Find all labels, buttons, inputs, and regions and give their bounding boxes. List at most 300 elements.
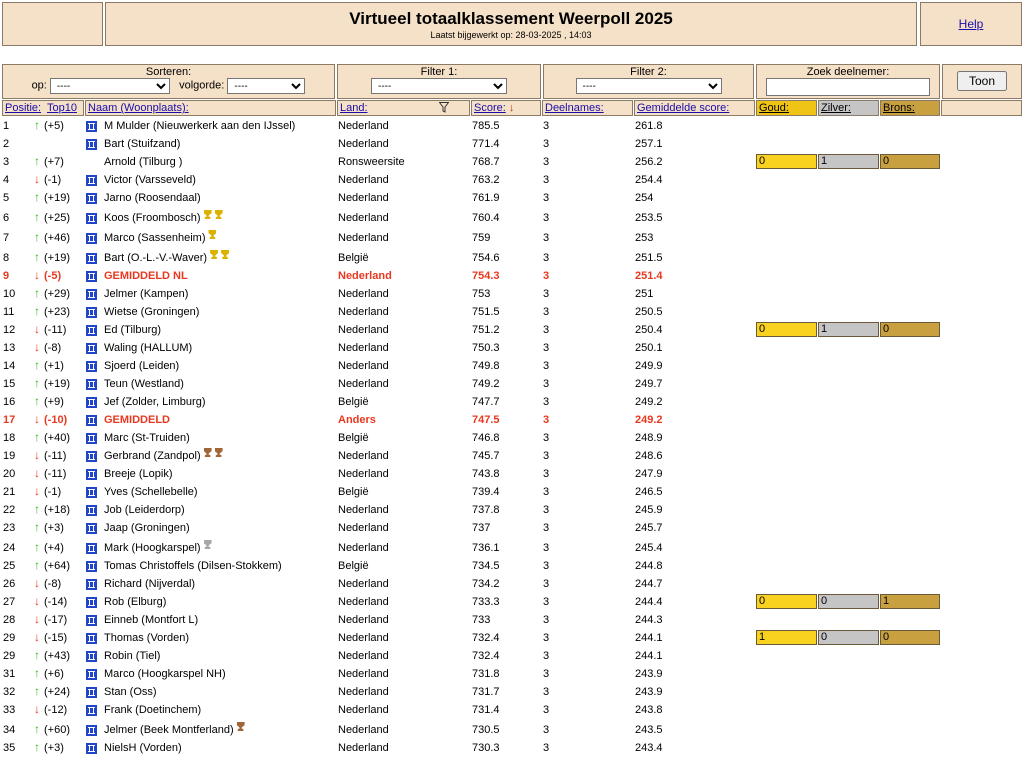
participant-name-text: Jef (Zolder, Limburg)	[104, 396, 206, 408]
score-cell: 759	[472, 232, 491, 244]
table-row	[0, 593, 1024, 611]
average-score-cell: 256.2	[635, 156, 663, 168]
average-score-cell: 244.1	[635, 650, 663, 662]
bronze-trophy-icon	[215, 448, 223, 457]
show-panel	[942, 64, 1022, 99]
average-score-cell: 244.1	[635, 632, 663, 644]
participant-name	[104, 174, 196, 186]
rank-down-icon: ↓	[34, 484, 40, 498]
average-score-cell: 253	[635, 232, 654, 244]
table-row	[0, 647, 1024, 665]
profile-icon[interactable]	[86, 469, 97, 480]
col-zilver-header[interactable]: Zilver:	[818, 100, 879, 116]
participant-name	[104, 742, 182, 754]
participations-cell: 3	[543, 724, 550, 736]
table-row	[0, 739, 1024, 757]
score-cell: 754.6	[472, 252, 500, 264]
sort-deelnames-link[interactable]: Deelnames:	[545, 102, 604, 114]
participations-cell: 3	[543, 614, 550, 626]
average-score-cell: 250.5	[635, 306, 663, 318]
country-cell: Nederland	[338, 120, 389, 132]
country-cell: België	[338, 396, 369, 408]
position-cell: 1	[3, 120, 10, 132]
participant-name	[104, 704, 201, 716]
participant-name-text: Jarno (Roosendaal)	[104, 192, 201, 204]
country-cell: Nederland	[338, 232, 389, 244]
participations-cell: 3	[543, 632, 550, 644]
position-cell: 33	[3, 704, 16, 716]
rank-up-icon: ↑	[34, 286, 40, 300]
rank-change: (+1)	[44, 360, 64, 372]
rank-change: (+19)	[44, 378, 70, 390]
participant-name-text: Einneb (Montfort L)	[104, 614, 199, 626]
profile-icon[interactable]	[86, 271, 97, 282]
filter-icon[interactable]	[439, 102, 449, 116]
profile-icon[interactable]	[86, 615, 97, 626]
participant-name-text: Thomas (Vorden)	[104, 632, 189, 644]
score-cell: 736.1	[472, 542, 500, 554]
score-cell: 730.5	[472, 724, 500, 736]
score-cell: 763.2	[472, 174, 500, 186]
score-cell: 749.8	[472, 360, 500, 372]
score-cell: 731.7	[472, 686, 500, 698]
profile-icon[interactable]	[86, 213, 97, 224]
gold-trophy-icon	[210, 250, 218, 259]
country-cell: Nederland	[338, 614, 389, 626]
participations-cell: 3	[543, 174, 550, 186]
participant-name	[104, 468, 172, 480]
table-row	[0, 303, 1024, 321]
profile-icon[interactable]	[86, 505, 97, 516]
participations-cell: 3	[543, 542, 550, 554]
score-cell: 739.4	[472, 486, 500, 498]
rank-change: (+7)	[44, 156, 64, 168]
participant-name-text: Job (Leiderdorp)	[104, 504, 185, 516]
average-score-cell: 249.9	[635, 360, 663, 372]
country-cell: Nederland	[338, 704, 389, 716]
average-score-cell: 249.2	[635, 414, 663, 426]
participant-name	[104, 632, 189, 644]
participations-cell: 3	[543, 504, 550, 516]
score-cell: 734.5	[472, 560, 500, 572]
table-row	[0, 575, 1024, 593]
table-row	[0, 411, 1024, 429]
participant-name	[104, 578, 195, 590]
participations-cell: 3	[543, 450, 550, 462]
rank-up-icon: ↑	[34, 740, 40, 754]
col-score-header	[471, 100, 541, 116]
average-score-cell: 244.3	[635, 614, 663, 626]
sort-score-link[interactable]: Score:	[474, 102, 506, 114]
table-row	[0, 701, 1024, 719]
rank-change: (+24)	[44, 686, 70, 698]
position-cell: 26	[3, 578, 16, 590]
table-row	[0, 171, 1024, 189]
col-goud-header[interactable]: Goud:	[756, 100, 817, 116]
average-score-cell: 243.5	[635, 724, 663, 736]
participant-name	[104, 560, 282, 572]
participations-cell: 3	[543, 578, 550, 590]
participant-name	[104, 650, 160, 662]
participant-name	[104, 686, 157, 698]
profile-icon[interactable]	[86, 325, 97, 336]
table-row	[0, 611, 1024, 629]
country-cell: België	[338, 432, 369, 444]
table-row	[0, 683, 1024, 701]
participations-cell: 3	[543, 324, 550, 336]
col-gemiddelde-header	[634, 100, 755, 116]
table-row	[0, 519, 1024, 537]
profile-icon[interactable]	[86, 487, 97, 498]
score-cell: 750.3	[472, 342, 500, 354]
header-left-cell	[2, 2, 103, 46]
participant-name	[104, 138, 180, 150]
rank-down-icon: ↓	[34, 576, 40, 590]
position-cell: 4	[3, 174, 10, 186]
page-title: Virtueel totaalklassement Weerpoll 2025	[349, 9, 673, 28]
country-cell: Nederland	[338, 686, 389, 698]
participant-name-text: Bart (O.-L.-V.-Waver)	[104, 252, 208, 264]
country-cell: Anders	[338, 414, 376, 426]
col-deelnames-header	[542, 100, 633, 116]
bronze-medal-count: 0	[880, 630, 940, 645]
profile-icon[interactable]	[86, 139, 97, 150]
sort-order-select[interactable]	[227, 78, 305, 94]
position-cell: 22	[3, 504, 16, 516]
average-score-cell: 243.8	[635, 704, 663, 716]
participant-name-text: Rob (Elburg)	[104, 596, 167, 608]
rank-down-icon: ↓	[34, 412, 40, 426]
table-row	[0, 285, 1024, 303]
participant-name	[104, 360, 179, 372]
silver-trophy-icon	[204, 540, 212, 549]
col-empty-header	[941, 100, 1022, 116]
participations-cell: 3	[543, 522, 550, 534]
country-cell: Nederland	[338, 378, 389, 390]
table-row	[0, 339, 1024, 357]
search-input[interactable]	[766, 78, 930, 96]
profile-icon[interactable]	[86, 705, 97, 716]
header-title-cell	[105, 2, 917, 46]
rank-change: (+19)	[44, 192, 70, 204]
participant-name-text: Breeje (Lopik)	[104, 468, 173, 480]
rank-change: (+6)	[44, 668, 64, 680]
profile-icon[interactable]	[86, 343, 97, 354]
position-cell: 12	[3, 324, 16, 336]
filter2-select[interactable]	[576, 78, 722, 94]
position-cell: 5	[3, 192, 10, 204]
participant-name	[104, 232, 216, 244]
average-score-cell: 244.4	[635, 596, 663, 608]
participations-cell: 3	[543, 414, 550, 426]
bronze-medal-count: 0	[880, 322, 940, 337]
show-button[interactable]: Toon	[957, 71, 1007, 91]
table-row	[0, 393, 1024, 411]
country-cell: Nederland	[338, 668, 389, 680]
search-panel	[756, 64, 940, 99]
participant-name-text: Ed (Tilburg)	[104, 324, 162, 336]
gold-medal-count: 0	[756, 322, 817, 337]
table-row	[0, 227, 1024, 247]
participant-name-text: Teun (Westland)	[104, 378, 184, 390]
rank-down-icon: ↓	[34, 322, 40, 336]
score-cell: 751.5	[472, 306, 500, 318]
rank-change: (-8)	[44, 578, 62, 590]
sort-naam-link[interactable]: Naam (Woonplaats):	[88, 102, 189, 114]
rank-change: (-17)	[44, 614, 68, 626]
participations-cell: 3	[543, 156, 550, 168]
profile-icon[interactable]	[86, 633, 97, 644]
rank-down-icon: ↓	[34, 268, 40, 282]
participations-cell: 3	[543, 252, 550, 264]
participant-name	[104, 450, 223, 462]
sort-positie-link[interactable]: Positie:	[5, 102, 42, 114]
participant-name-text: M Mulder (Nieuwerkerk aan den IJssel)	[104, 120, 296, 132]
profile-icon[interactable]	[86, 669, 97, 680]
score-cell: 731.4	[472, 704, 500, 716]
bronze-trophy-icon	[204, 448, 212, 457]
profile-icon[interactable]	[86, 687, 97, 698]
rank-change: (+64)	[44, 560, 70, 572]
rank-up-icon: ↑	[34, 118, 40, 132]
sort-field-select[interactable]	[50, 78, 170, 94]
profile-icon[interactable]	[86, 121, 97, 132]
rank-up-icon: ↑	[34, 304, 40, 318]
rank-up-icon: ↑	[34, 210, 40, 224]
position-cell: 13	[3, 342, 16, 354]
profile-icon[interactable]	[86, 233, 97, 244]
rank-change: (+18)	[44, 504, 70, 516]
silver-medal-count: 1	[818, 322, 879, 337]
position-cell: 27	[3, 596, 16, 608]
profile-icon[interactable]	[86, 561, 97, 572]
rank-change: (-11)	[44, 324, 67, 336]
participations-cell: 3	[543, 138, 550, 150]
table-row	[0, 665, 1024, 683]
score-cell: 733.3	[472, 596, 500, 608]
rank-change: (-8)	[44, 342, 62, 354]
profile-icon[interactable]	[86, 543, 97, 554]
profile-icon[interactable]	[86, 725, 97, 736]
profile-icon[interactable]	[86, 361, 97, 372]
profile-icon[interactable]	[86, 379, 97, 390]
position-cell: 2	[3, 138, 10, 150]
score-cell: 730.3	[472, 742, 500, 754]
participant-name-text: Sjoerd (Leiden)	[104, 360, 180, 372]
table-row	[0, 247, 1024, 267]
position-cell: 28	[3, 614, 16, 626]
score-cell: 760.4	[472, 212, 500, 224]
participant-name	[104, 414, 170, 426]
score-cell: 732.4	[472, 650, 500, 662]
score-cell: 737	[472, 522, 491, 534]
average-score-cell: 248.6	[635, 450, 663, 462]
position-cell: 6	[3, 212, 10, 224]
average-score-cell: 248.9	[635, 432, 663, 444]
profile-icon[interactable]	[86, 523, 97, 534]
profile-icon[interactable]	[86, 175, 97, 186]
sort-land-link[interactable]: Land:	[340, 102, 368, 114]
participant-name-text: Marco (Sassenheim)	[104, 232, 206, 244]
participant-name-text: Marco (Hoogkarspel NH)	[104, 668, 226, 680]
average-score-cell: 244.8	[635, 560, 663, 572]
position-cell: 10	[3, 288, 16, 300]
position-cell: 16	[3, 396, 16, 408]
order-label: volgorde:	[179, 79, 225, 92]
rank-up-icon: ↑	[34, 684, 40, 698]
score-cell: 743.8	[472, 468, 500, 480]
participations-cell: 3	[543, 704, 550, 716]
profile-icon[interactable]	[86, 193, 97, 204]
table-row	[0, 321, 1024, 339]
filter2-caption: Filter 2:	[630, 66, 667, 78]
score-cell: 785.5	[472, 120, 500, 132]
gold-medal-count: 0	[756, 594, 817, 609]
table-row	[0, 501, 1024, 519]
rank-up-icon: ↑	[34, 648, 40, 662]
position-cell: 3	[3, 156, 10, 168]
rank-up-icon: ↑	[34, 230, 40, 244]
profile-icon[interactable]	[86, 651, 97, 662]
help-link[interactable]: Help	[958, 17, 984, 31]
filter1-panel	[337, 64, 541, 99]
gold-medal-count: 1	[756, 630, 817, 645]
table-row	[0, 447, 1024, 465]
participant-name-text: Frank (Doetinchem)	[104, 704, 202, 716]
average-score-cell: 250.4	[635, 324, 663, 336]
profile-icon[interactable]	[86, 433, 97, 444]
participations-cell: 3	[543, 650, 550, 662]
country-cell: Nederland	[338, 596, 389, 608]
table-row	[0, 465, 1024, 483]
participant-name	[104, 120, 295, 132]
profile-icon[interactable]	[86, 289, 97, 300]
participations-cell: 3	[543, 360, 550, 372]
rank-down-icon: ↓	[34, 612, 40, 626]
profile-icon[interactable]	[86, 307, 97, 318]
rank-down-icon: ↓	[34, 630, 40, 644]
score-cell: 737.8	[472, 504, 500, 516]
rank-change: (+3)	[44, 742, 64, 754]
profile-icon[interactable]	[86, 579, 97, 590]
table-row	[0, 207, 1024, 227]
rank-up-icon: ↑	[34, 394, 40, 408]
average-score-cell: 251	[635, 288, 654, 300]
participant-name	[104, 668, 226, 680]
participant-name	[104, 614, 198, 626]
participant-name-text: GEMIDDELD NL	[104, 270, 188, 282]
average-score-cell: 243.9	[635, 686, 663, 698]
table-row	[0, 375, 1024, 393]
position-cell: 18	[3, 432, 16, 444]
rank-change: (-1)	[44, 486, 62, 498]
rank-up-icon: ↑	[34, 250, 40, 264]
score-cell: 754.3	[472, 270, 500, 282]
participations-cell: 3	[543, 270, 550, 282]
participant-name	[104, 724, 245, 736]
rank-change: (-15)	[44, 632, 68, 644]
position-cell: 24	[3, 542, 16, 554]
country-cell: Nederland	[338, 522, 389, 534]
table-row	[0, 153, 1024, 171]
average-score-cell: 243.4	[635, 742, 663, 754]
filter1-select[interactable]	[371, 78, 507, 94]
sort-gemiddelde-link[interactable]: Gemiddelde score:	[637, 102, 730, 114]
table-row	[0, 267, 1024, 285]
rank-change: (+23)	[44, 306, 70, 318]
position-cell: 25	[3, 560, 16, 572]
profile-icon[interactable]	[86, 451, 97, 462]
participant-name	[104, 288, 188, 300]
country-cell: Nederland	[338, 174, 389, 186]
participant-name	[104, 192, 201, 204]
table-row	[0, 537, 1024, 557]
participations-cell: 3	[543, 686, 550, 698]
op-label: op:	[31, 79, 47, 92]
average-score-cell: 251.5	[635, 252, 663, 264]
position-cell: 11	[3, 306, 15, 318]
participant-name-text: Wietse (Groningen)	[104, 306, 200, 318]
profile-icon[interactable]	[86, 397, 97, 408]
profile-icon[interactable]	[86, 415, 97, 426]
average-score-cell: 245.9	[635, 504, 663, 516]
rank-change: (+46)	[44, 232, 70, 244]
gold-trophy-icon	[204, 210, 212, 219]
participant-name	[104, 396, 205, 408]
country-cell: Nederland	[338, 724, 389, 736]
profile-icon[interactable]	[86, 253, 97, 264]
position-cell: 31	[3, 668, 16, 680]
position-cell: 20	[3, 468, 16, 480]
country-cell: Nederland	[338, 342, 389, 354]
participant-name-text: Mark (Hoogkarspel)	[104, 542, 201, 554]
average-score-cell: 254	[635, 192, 654, 204]
participant-name-text: Waling (HALLUM)	[104, 342, 193, 354]
participant-name-text: Tomas Christoffels (Dilsen-Stokkem)	[104, 560, 282, 572]
bronze-medal-count: 1	[880, 594, 940, 609]
position-cell: 19	[3, 450, 16, 462]
country-cell: Nederland	[338, 742, 389, 754]
participations-cell: 3	[543, 232, 550, 244]
average-score-cell: 247.9	[635, 468, 663, 480]
rank-up-icon: ↑	[34, 502, 40, 516]
gold-trophy-icon	[208, 230, 216, 239]
rank-change: (-10)	[44, 414, 68, 426]
position-cell: 9	[3, 270, 10, 282]
average-score-cell: 249.7	[635, 378, 663, 390]
rank-up-icon: ↑	[34, 520, 40, 534]
country-cell: Nederland	[338, 288, 389, 300]
participations-cell: 3	[543, 486, 550, 498]
average-score-cell: 245.7	[635, 522, 663, 534]
average-score-cell: 253.5	[635, 212, 663, 224]
average-score-cell: 246.5	[635, 486, 663, 498]
score-cell: 753	[472, 288, 491, 300]
average-score-cell: 244.7	[635, 578, 663, 590]
position-cell: 8	[3, 252, 10, 264]
col-brons-header[interactable]: Brons:	[880, 100, 940, 116]
participations-cell: 3	[543, 668, 550, 680]
average-score-cell: 261.8	[635, 120, 663, 132]
participant-name-text: Stan (Oss)	[104, 686, 157, 698]
profile-icon[interactable]	[86, 743, 97, 754]
rank-down-icon: ↓	[34, 466, 40, 480]
table-row	[0, 357, 1024, 375]
profile-icon[interactable]	[86, 597, 97, 608]
rank-change: (+19)	[44, 252, 70, 264]
sort-top10-link[interactable]: Top10	[47, 102, 77, 114]
score-cell: 771.4	[472, 138, 500, 150]
